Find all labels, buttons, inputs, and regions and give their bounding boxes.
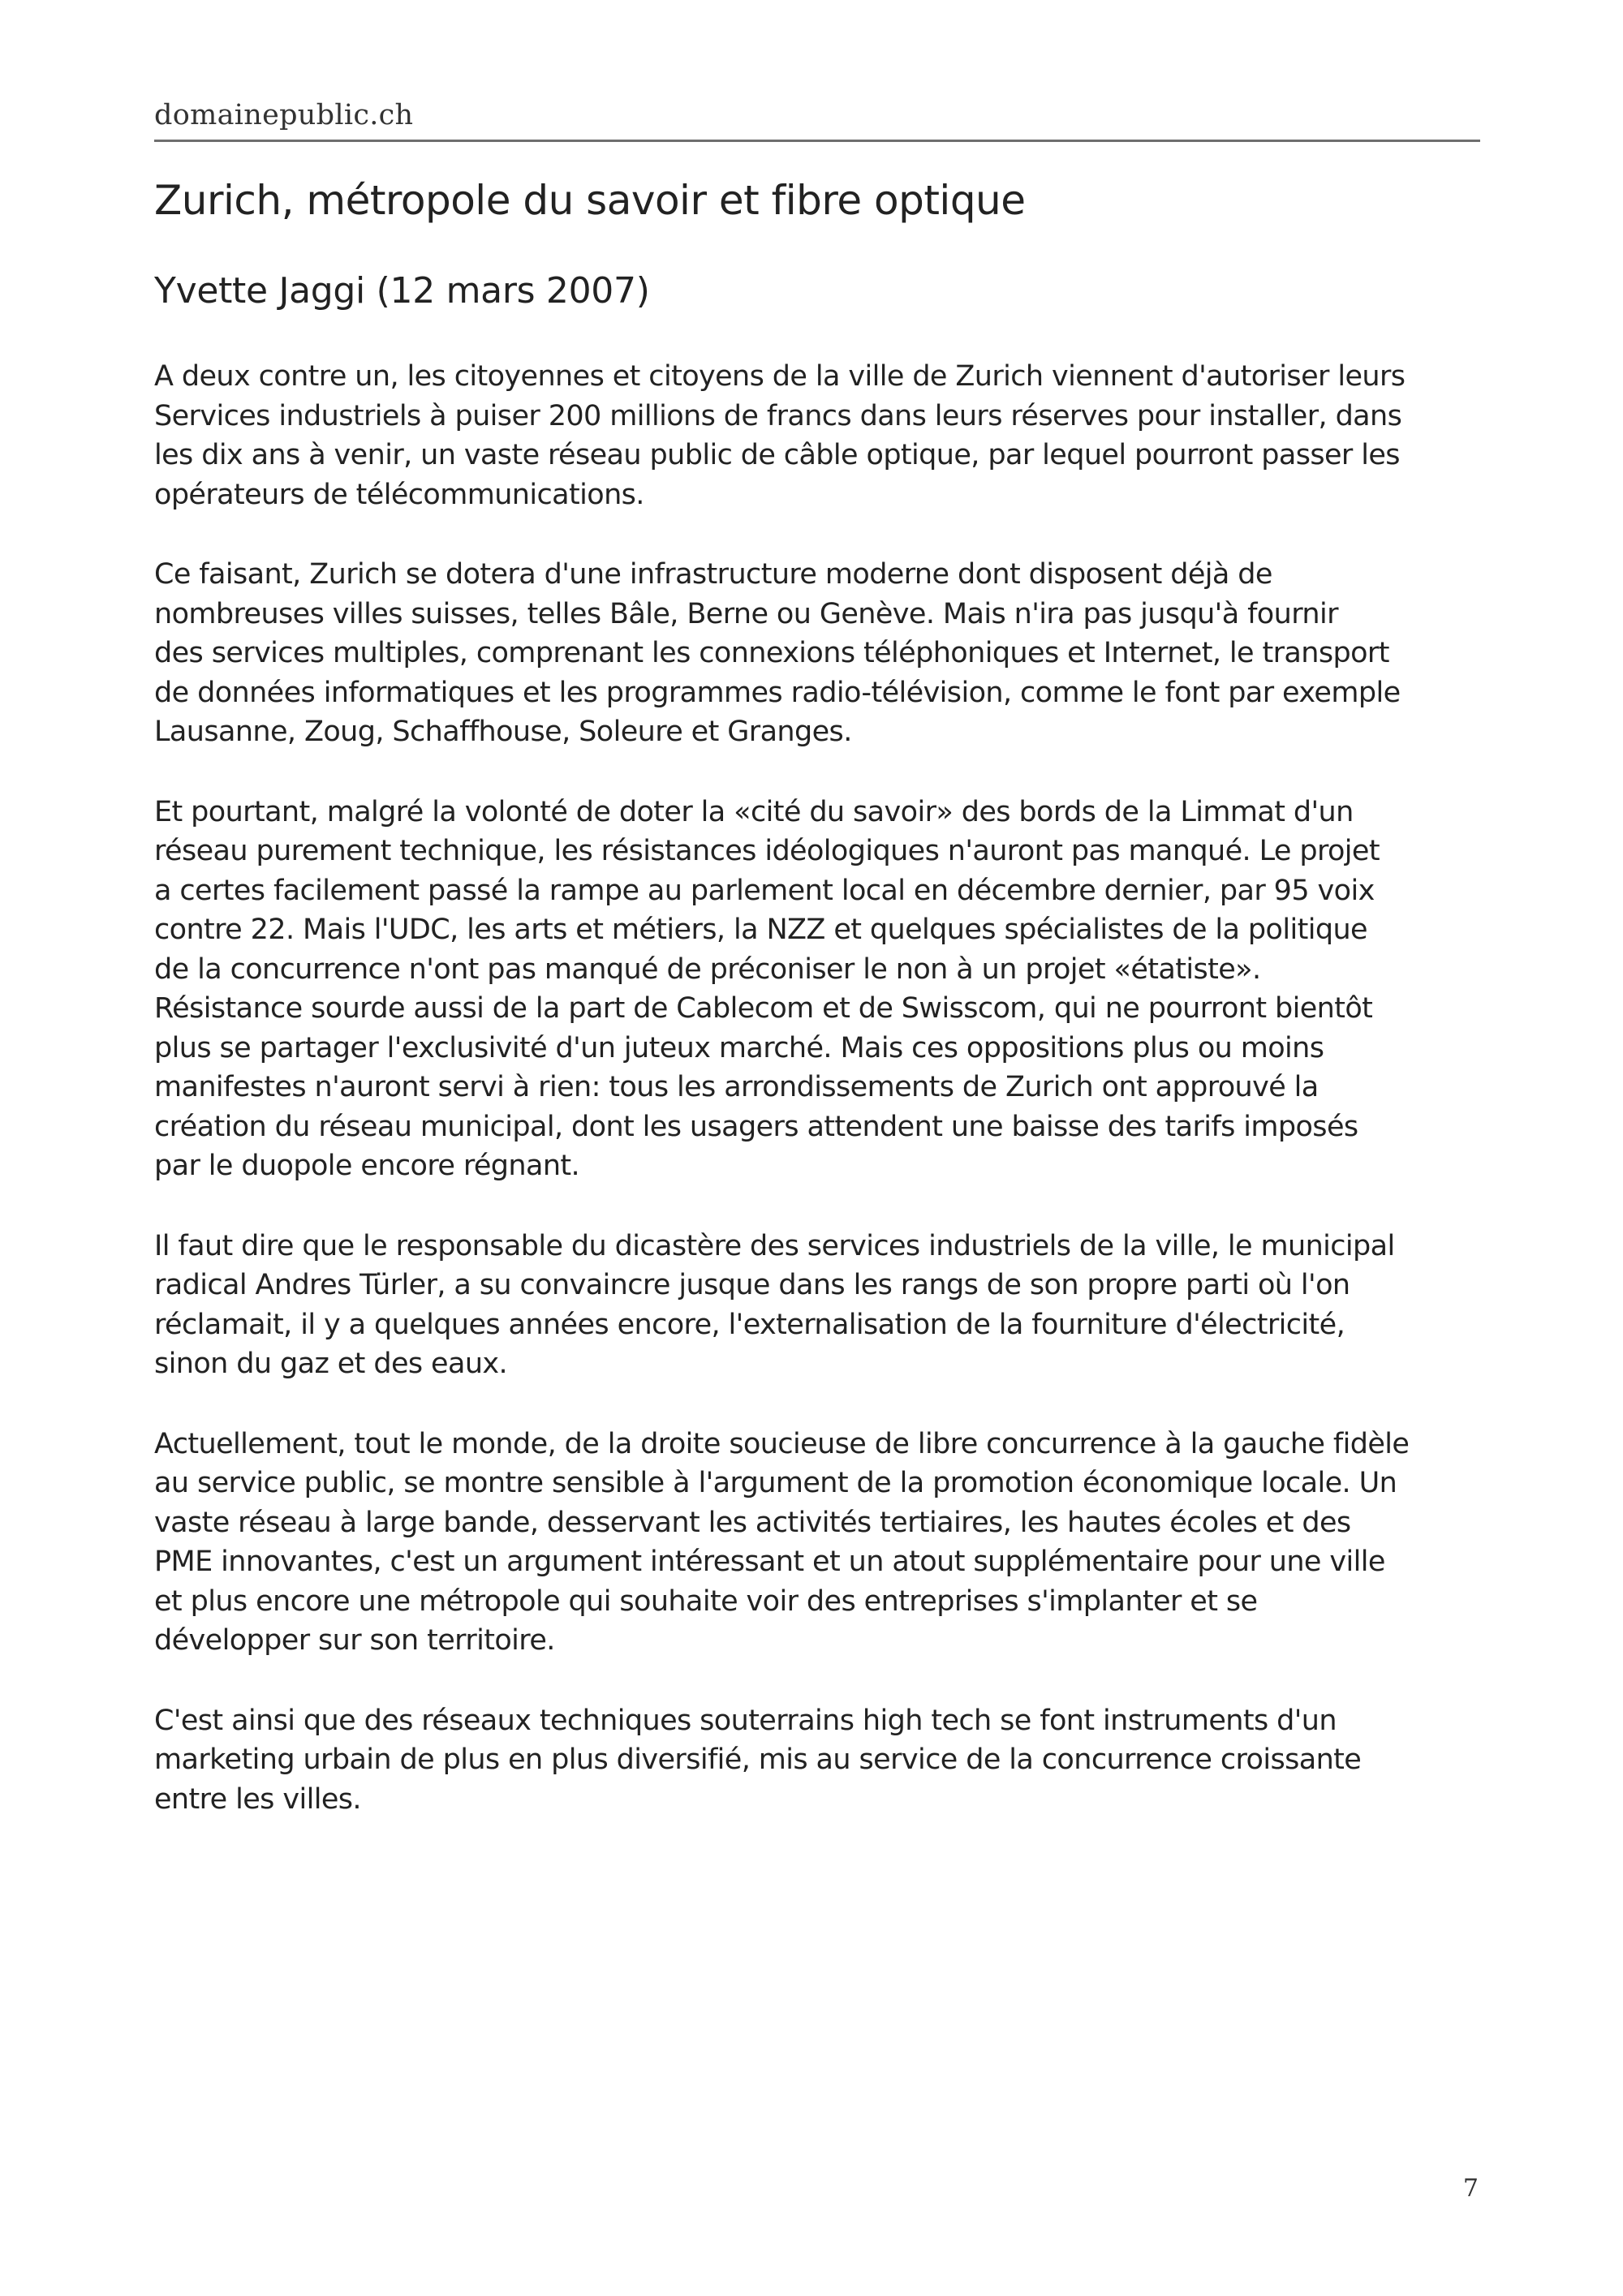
text-line: marketing urbain de plus en plus diversifié, mis au service de la concurrence croissante <box>154 1743 1362 1776</box>
text-line: entre les villes. <box>154 1782 361 1816</box>
text-line: PME innovantes, c'est un argument intéressant et un atout supplémentaire pour une ville <box>154 1546 1385 1578</box>
page-header <box>154 96 1480 142</box>
page-number: 7 <box>1462 2174 1479 2203</box>
text-line: sinon du gaz et des eaux. <box>154 1348 508 1380</box>
text-line: nombreuses villes suisses, telles Bâle, Berne ou Genève. Mais n'ira pas jusqu'à fournir <box>154 597 1338 630</box>
article-byline: Yvette Jaggi (12 mars 2007) <box>154 270 650 312</box>
article-body <box>154 357 1485 1860</box>
text-line: radical Andres Türler, a su convaincre jusque dans les rangs de son propre parti où l'on <box>154 1269 1350 1301</box>
text-line: par le duopole encore régnant. <box>154 1150 580 1182</box>
text-line: manifestes n'auront servi à rien: tous les arrondissements de Zurich ont approuvé la <box>154 1071 1319 1103</box>
text-line: Il faut dire que le responsable du dicastère des services industriels de la ville, le municipal <box>154 1229 1395 1262</box>
text-line: et plus encore une métropole qui souhaite voir des entreprises s'implanter et se <box>154 1584 1258 1618</box>
site-name: domainepublic.ch <box>154 99 414 131</box>
article-title: Zurich, métropole du savoir et fibre optique <box>154 177 1026 224</box>
text-line: a certes facilement passé la rampe au parlement local en décembre dernier, par 95 voix <box>154 874 1375 907</box>
text-line: contre 22. Mais l'UDC, les arts et métiers, la NZZ et quelques spécialistes de la politique <box>154 914 1367 946</box>
paragraph <box>154 357 1485 514</box>
text-line: de la concurrence n'ont pas manqué de préconiser le non à un projet «étatiste». <box>154 952 1261 986</box>
paragraph <box>154 555 1485 752</box>
paragraph <box>154 793 1485 1186</box>
text-line: Actuellement, tout le monde, de la droite soucieuse de libre concurrence à la gauche fidèle <box>154 1427 1410 1460</box>
text-line: développer sur son territoire. <box>154 1624 555 1657</box>
text-line: réseau purement technique, les résistances idéologiques n'auront pas manqué. Le projet <box>154 835 1380 867</box>
paragraph <box>154 1227 1485 1384</box>
text-line: Et pourtant, malgré la volonté de doter la «cité du savoir» des bords de la Limmat d'un <box>154 795 1354 828</box>
text-line: opérateurs de télécommunications. <box>154 478 644 511</box>
text-line: de données informatiques et les programmes radio-télévision, comme le font par exemple <box>154 676 1401 709</box>
text-line: Ce faisant, Zurich se dotera d'une infrastructure moderne dont disposent déjà de <box>154 558 1272 591</box>
paragraph <box>154 1425 1485 1661</box>
text-line: réclamait, il y a quelques années encore, l'externalisation de la fourniture d'électricité, <box>154 1308 1345 1341</box>
text-line: au service public, se montre sensible à l'argument de la promotion économique locale. Un <box>154 1467 1397 1499</box>
text-line: plus se partager l'exclusivité d'un juteux marché. Mais ces oppositions plus ou moins <box>154 1031 1324 1064</box>
paragraph <box>154 1701 1485 1820</box>
text-line: Résistance sourde aussi de la part de Cablecom et de Swisscom, qui ne pourront bientôt <box>154 992 1373 1025</box>
text-line: Lausanne, Zoug, Schaffhouse, Soleure et Granges. <box>154 716 852 748</box>
text-line: création du réseau municipal, dont les usagers attendent une baisse des tarifs imposés <box>154 1110 1358 1143</box>
text-line: vaste réseau à large bande, desservant les activités tertiaires, les hautes écoles et des <box>154 1506 1351 1539</box>
text-line: les dix ans à venir, un vaste réseau public de câble optique, par lequel pourront passer les <box>154 439 1400 471</box>
text-line: A deux contre un, les citoyennes et citoyens de la ville de Zurich viennent d'autoriser leurs <box>154 360 1406 393</box>
text-line: Services industriels à puiser 200 millions de francs dans leurs réserves pour installer, dans <box>154 399 1402 432</box>
text-line: des services multiples, comprenant les connexions téléphoniques et Internet, le transport <box>154 637 1389 669</box>
text-line: C'est ainsi que des réseaux techniques souterrains high tech se font instruments d'un <box>154 1704 1337 1737</box>
